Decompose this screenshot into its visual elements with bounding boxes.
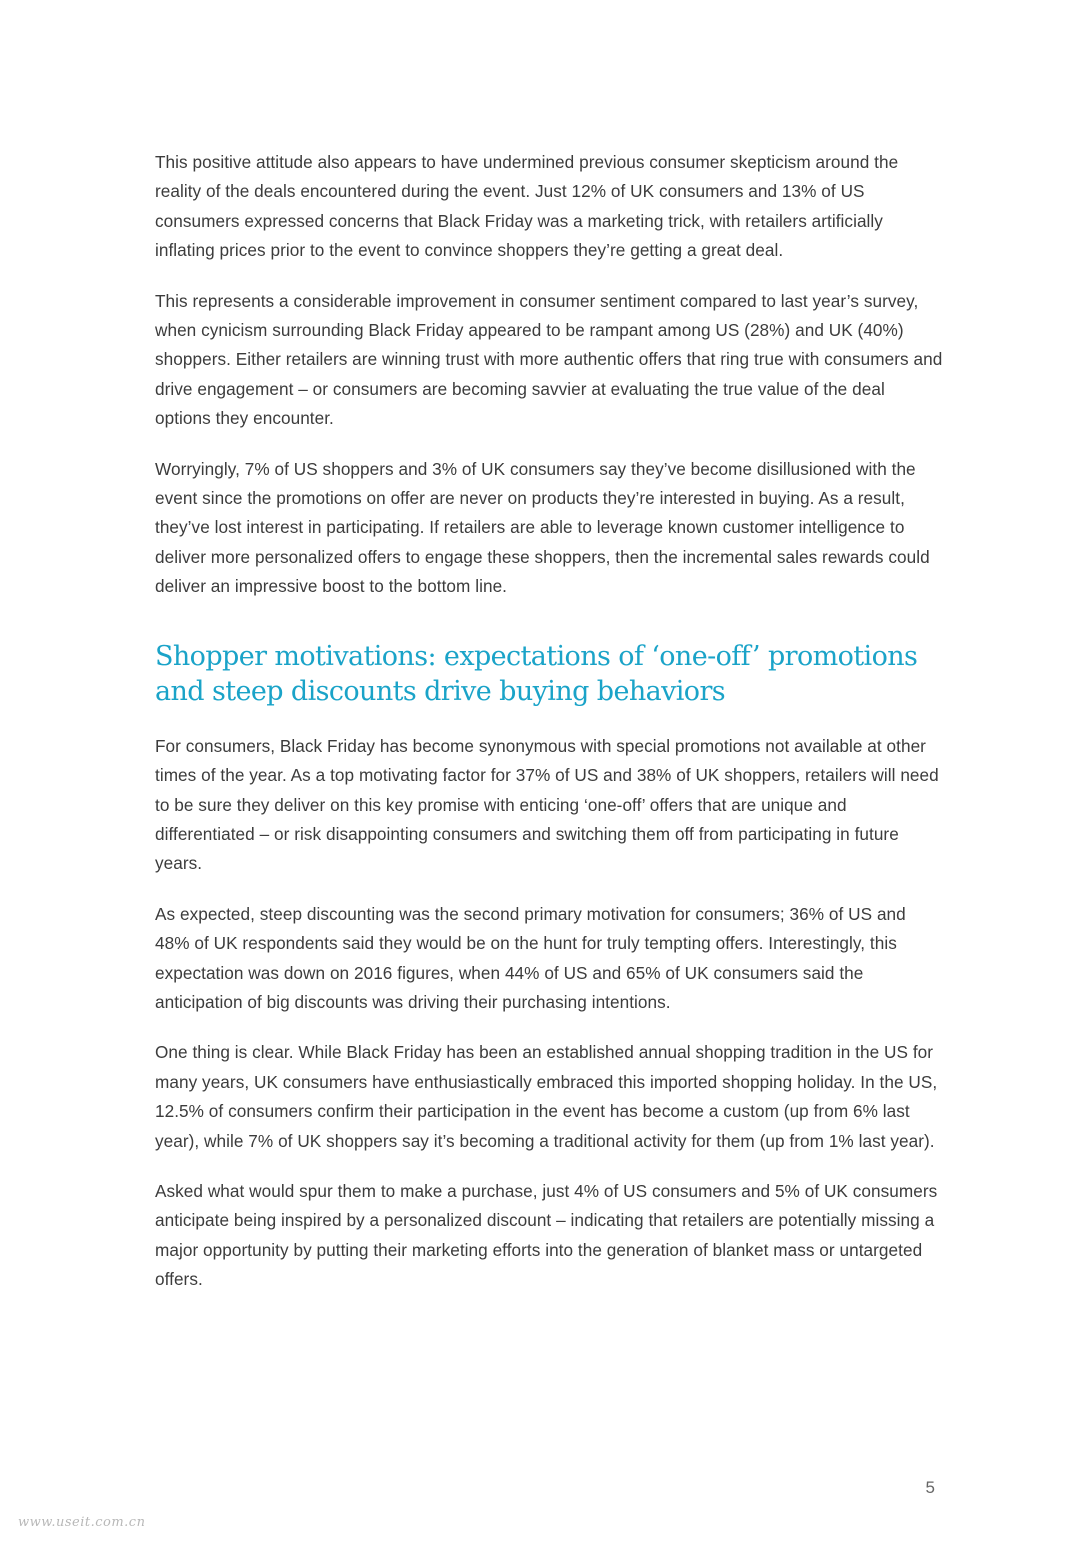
document-body <box>155 148 945 1316</box>
paragraph-sentiment: This represents a considerable improvement in consumer sentiment compared to last year’s survey, when cynicism surrounding Black Friday appeared to be rampant among US (28%) and UK (40%) shoppers. Either retailers are winning trust with more authentic offers that ring true with consumers and drive engagement – or consumers are becoming savvier at evaluating the true value of the deal options they encounter. <box>155 290 943 429</box>
watermark: www.useit.com.cn <box>18 1515 146 1530</box>
paragraph-disillusioned: Worryingly, 7% of US shoppers and 3% of UK consumers say they’ve become disillusioned with the event since the promotions on offer are never on products they’re interested in buying. As a result, they’ve lost interest in participating. If retailers are able to leverage known customer intelligence to deliver more personalized offers to engage these shoppers, then the incremental sales rewards could deliver an impressive boost to the bottom line. <box>155 458 930 597</box>
paragraph-skepticism: This positive attitude also appears to have undermined previous consumer skepticism around the reality of the deals encountered during the event. Just 12% of UK consumers and 13% of US consumers expressed concerns that Black Friday was a marketing trick, with retailers artificially inflating prices prior to the event to convince shoppers they’re getting a great deal. <box>155 152 899 261</box>
section-heading: Shopper motivations: expectations of ‘one-off’ promotions and steep discounts drive buying behaviors <box>155 640 918 707</box>
paragraph-one-off-promotions: For consumers, Black Friday has become synonymous with special promotions not available at other times of the year. As a top motivating factor for 37% of US and 38% of UK shoppers, retailers will need to be sure they deliver on this key promise with enticing ‘one-off’ offers that are unique and differentiated – or risk disappointing consumers and switching them off from participating in future years. <box>155 735 939 874</box>
page-number: 5 <box>925 1478 935 1497</box>
paragraph-personalized-discount: Asked what would spur them to make a purchase, just 4% of US consumers and 5% of UK consumers anticipate being inspired by a personalized discount – indicating that retailers are potentially missing a major opportunity by putting their marketing efforts into the generation of blanket mass or untargeted offers. <box>155 1180 938 1290</box>
paragraph-tradition: One thing is clear. While Black Friday has been an established annual shopping tradition in the US for many years, UK consumers have enthusiastically embraced this imported shopping holiday. In the US, 12.5% of consumers confirm their participation in the event has become a custom (up from 6% last year), while 7% of UK shoppers say it’s becoming a traditional activity for them (up from 1% last year). <box>155 1042 938 1151</box>
paragraph-steep-discounting: As expected, steep discounting was the second primary motivation for consumers; 36% of US and 48% of UK respondents said they would be on the hunt for truly tempting offers. Interestingly, this expectation was down on 2016 figures, when 44% of US and 65% of UK consumers said the anticipation of big discounts was driving their purchasing intentions. <box>155 903 906 1012</box>
